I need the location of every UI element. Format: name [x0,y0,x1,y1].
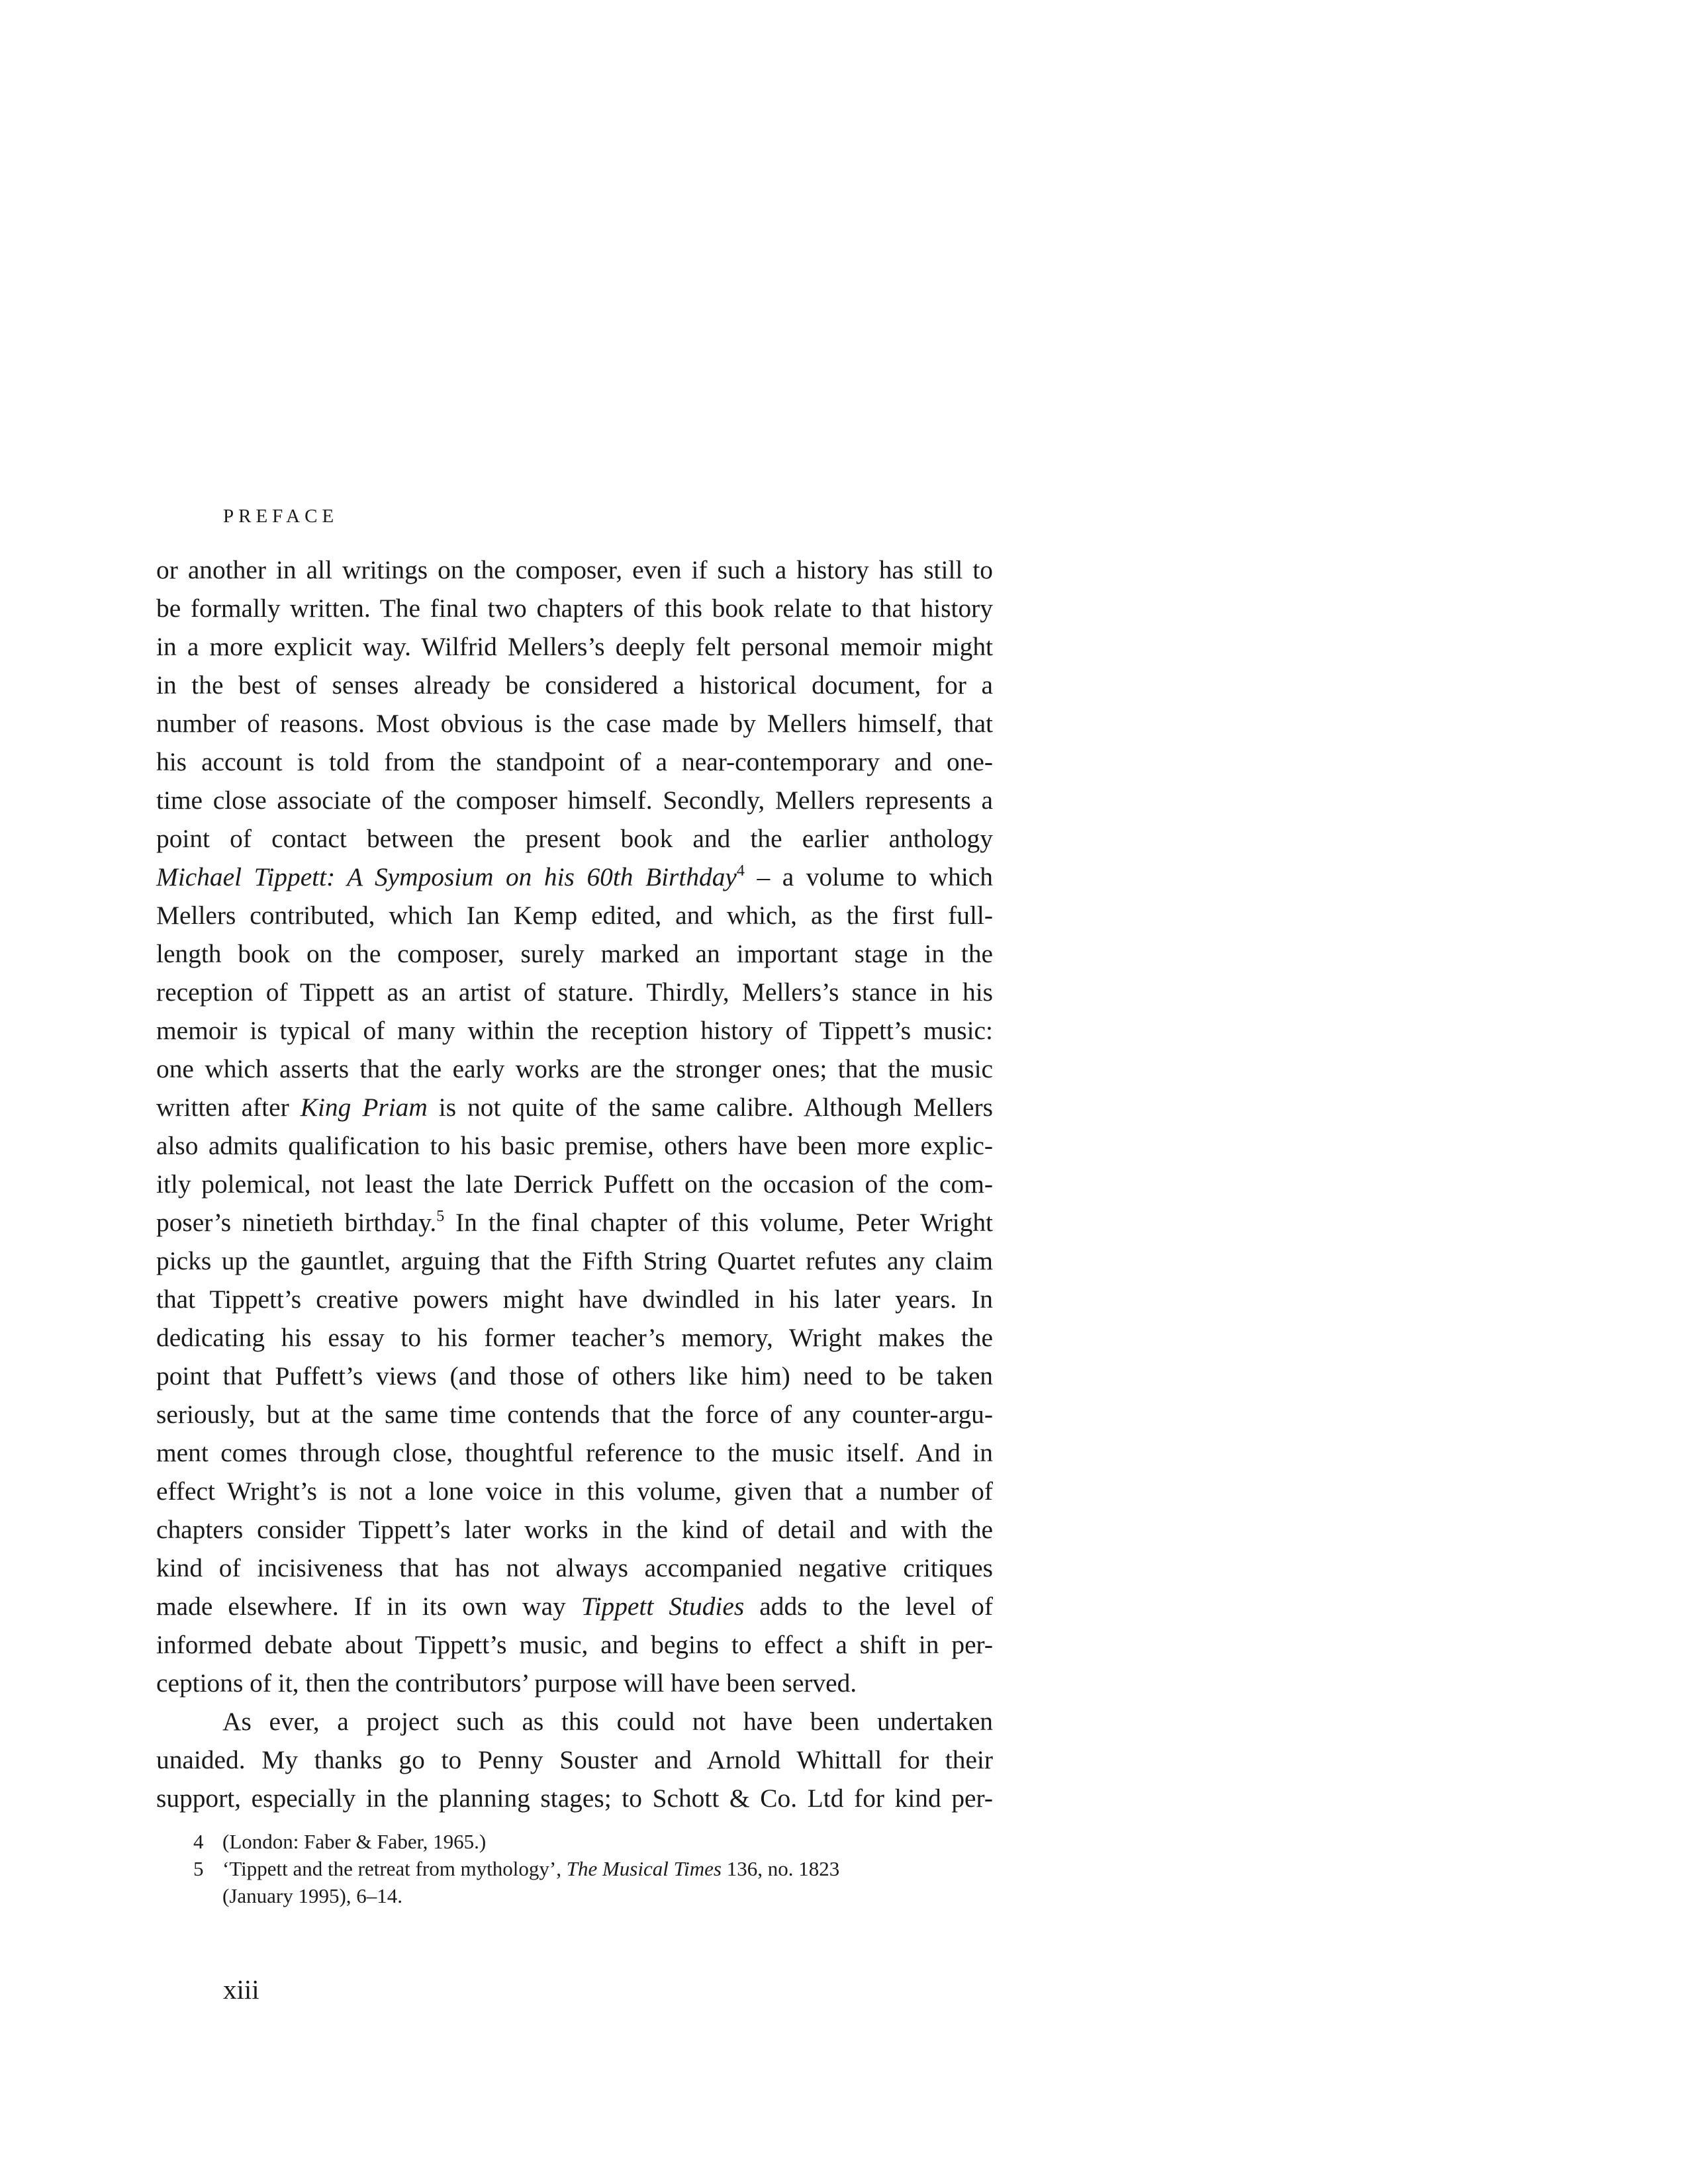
italic-text: Michael Tippett: A Symposium on his 60th Birthday [156,862,737,891]
text-line [156,858,993,896]
text-run: dedicating his essay to his former teacher’s memory, Wright makes the [156,1323,993,1352]
footnote [193,1828,994,1855]
text-run: be formally written. The final two chapters of this book relate to that history [156,594,993,623]
footnote-number: 5 [193,1857,204,1880]
text-run: in the best of senses already be considered a historical document, for a [156,670,993,700]
text-run: 136, no. 1823 [721,1857,840,1880]
text-run: length book on the composer, surely marked an important stage in the [156,939,993,968]
text-run: ment comes through close, thoughtful reference to the music itself. And in [156,1438,993,1467]
text-run: itly polemical, not least the late Derrick Puffett on the occasion of the com- [156,1169,993,1199]
running-head: PREFACE [223,506,339,527]
text-run: that Tippett’s creative powers might have dwindled in his later years. In [156,1285,993,1314]
text-line [156,704,993,743]
text-line [156,1625,993,1664]
text-run: – a volume to which [744,862,993,891]
text-run: (London: Faber & Faber, 1965.) [222,1830,487,1853]
text-line [156,1242,993,1280]
text-line [156,589,993,627]
text-line [156,627,993,666]
text-line [156,1664,993,1702]
text-line [156,1280,993,1318]
page-number: xiii [223,1974,259,2005]
footnote-line [222,1882,994,1909]
body-text [156,551,993,1817]
text-line [156,1779,993,1817]
italic-text: Tippett Studies [581,1592,745,1621]
text-run: ceptions of it, then the contributors’ purpose will have been served. [156,1668,857,1698]
text-line [156,551,993,589]
text-run: number of reasons. Most obvious is the case made by Mellers himself, that [156,709,993,738]
footnote-reference: 4 [736,862,745,880]
text-run: his account is told from the standpoint of a near-contemporary and one- [156,747,993,776]
text-run: point that Puffett’s views (and those of others like him) need to be taken [156,1361,993,1390]
text-run: or another in all writings on the composer, even if such a history has still to [156,555,993,584]
text-run: memoir is typical of many within the reception history of Tippett’s music: [156,1016,993,1045]
text-line [156,666,993,704]
text-run: Mellers contributed, which Ian Kemp edited, and which, as the first full- [156,901,993,930]
text-run: made elsewhere. If in its own way [156,1592,581,1621]
text-run: one which asserts that the early works are the stronger ones; that the music [156,1054,993,1083]
text-run: effect Wright’s is not a lone voice in this volume, given that a number of [156,1477,993,1506]
text-run: (January 1995), 6–14. [222,1884,403,1907]
text-run: seriously, but at the same time contends that the force of any counter-argu- [156,1400,993,1429]
text-run: unaided. My thanks go to Penny Souster and Arnold Whittall for their [156,1745,993,1774]
footnote [193,1855,994,1909]
text-line [156,1011,993,1050]
text-run: poser’s ninetieth birthday. [156,1208,437,1237]
text-line [156,934,993,973]
italic-text: The Musical Times [566,1857,722,1880]
text-run: is not quite of the same calibre. Although Mellers [427,1093,993,1122]
text-run: time close associate of the composer himself. Secondly, Mellers represents a [156,786,993,815]
italic-text: King Priam [300,1093,428,1122]
text-line [156,1357,993,1395]
text-line [156,1702,993,1741]
footnote-reference: 5 [436,1208,445,1225]
text-run: chapters consider Tippett’s later works in the kind of detail and with the [156,1515,993,1544]
text-run: As ever, a project such as this could not have been undertaken [222,1707,993,1736]
text-run: picks up the gauntlet, arguing that the Fifth String Quartet refutes any claim [156,1246,993,1275]
text-line [156,1587,993,1625]
text-line [156,1126,993,1165]
footnote-line [222,1855,994,1882]
footnotes [193,1828,994,1909]
text-line [156,1050,993,1088]
text-run: reception of Tippett as an artist of stature. Thirdly, Mellers’s stance in his [156,978,993,1007]
text-run: also admits qualification to his basic premise, others have been more explic- [156,1131,993,1160]
text-run: in a more explicit way. Wilfrid Mellers’s deeply felt personal memoir might [156,632,993,661]
text-line [156,1741,993,1779]
text-run: In the final chapter of this volume, Peter Wright [444,1208,993,1237]
text-line [156,1472,993,1510]
text-run: support, especially in the planning stages; to Schott & Co. Ltd for kind per- [156,1784,993,1813]
text-run: ‘Tippett and the retreat from mythology’, [222,1857,567,1880]
text-line [156,1088,993,1126]
text-run: point of contact between the present book and the earlier anthology [156,824,993,853]
text-line [156,1433,993,1472]
text-line [156,1549,993,1587]
text-run: written after [156,1093,301,1122]
text-line [156,819,993,858]
text-run: informed debate about Tippett’s music, and begins to effect a shift in per- [156,1630,993,1659]
text-line [156,1395,993,1433]
text-line [156,1510,993,1549]
text-run: kind of incisiveness that has not always accompanied negative critiques [156,1553,993,1582]
footnote-line [222,1828,994,1855]
footnote-number: 4 [193,1830,204,1853]
text-line [156,1165,993,1203]
text-line [156,973,993,1011]
text-line [156,781,993,819]
text-line [156,896,993,934]
text-run: adds to the level of [744,1592,993,1621]
text-line [156,1318,993,1357]
text-line [156,743,993,781]
text-line [156,1203,993,1242]
